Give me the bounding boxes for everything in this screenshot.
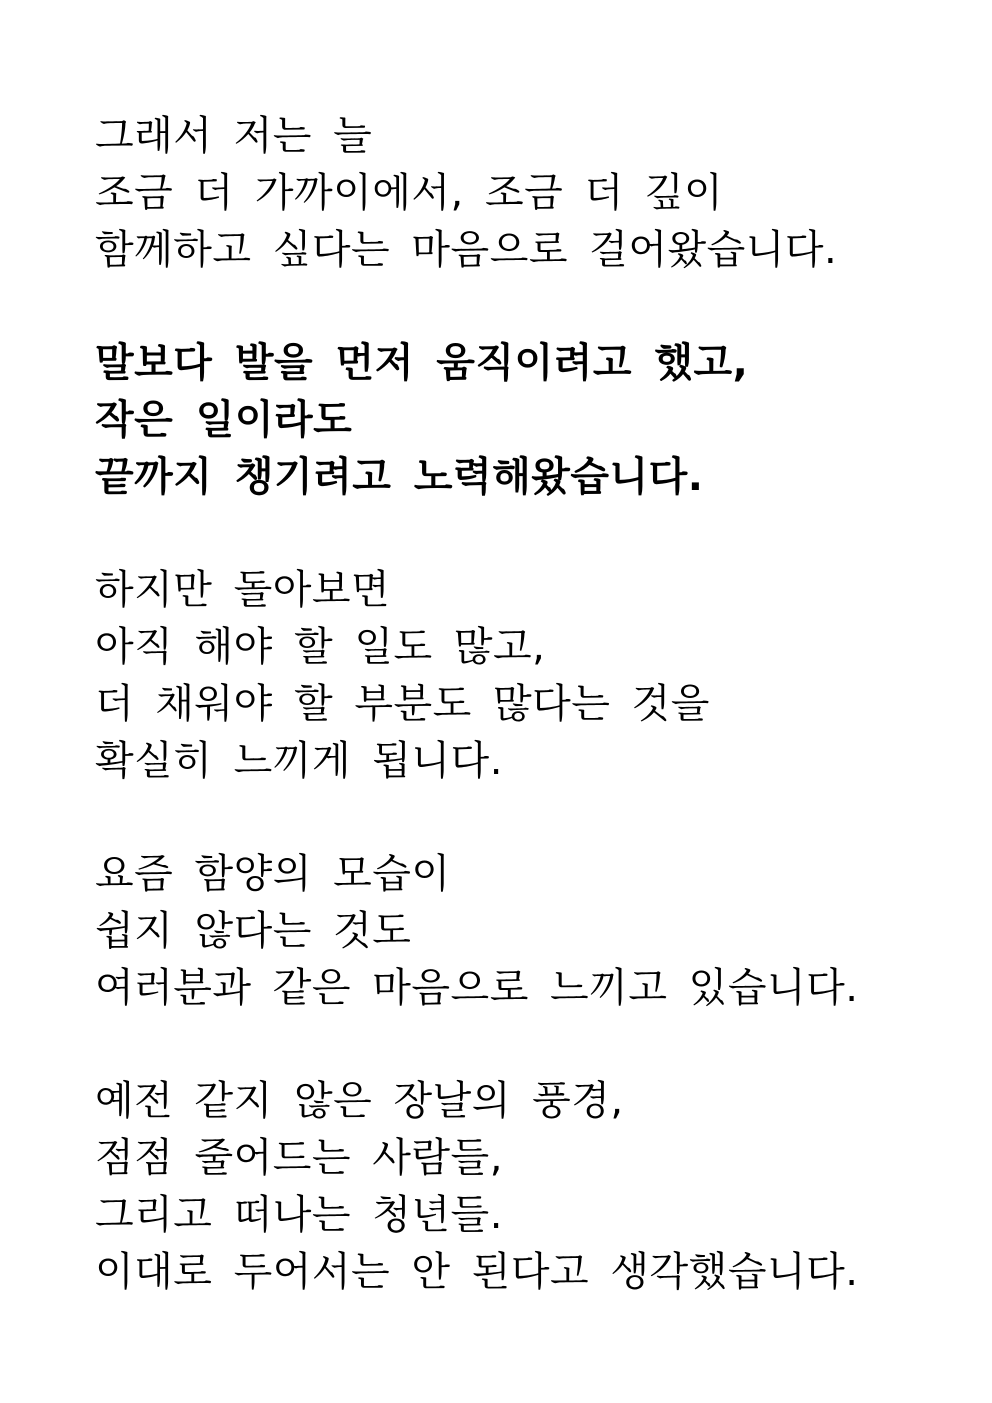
text-line: 아직 해야 할 일도 많고, [95, 624, 546, 670]
stanza-2 [95, 335, 955, 506]
text-line: 점점 줄어드는 사람들, [95, 1135, 503, 1181]
text-line: 작은 일이라도 [95, 397, 353, 443]
text-line: 함께하고 싶다는 마음으로 걸어왔습니다. [95, 227, 838, 273]
text-line: 더 채워야 할 부분도 많다는 것을 [95, 681, 710, 727]
text-line: 예전 같지 않은 장날의 풍경, [95, 1078, 624, 1124]
stanza-5 [95, 1073, 955, 1301]
text-line: 쉽지 않다는 것도 [95, 908, 412, 954]
stanza-4 [95, 846, 955, 1017]
text-line: 말보다 발을 먼저 움직이려고 했고, [95, 340, 749, 386]
text-line: 끝까지 챙기려고 노력해왔습니다. [95, 454, 704, 500]
text-line: 그리고 떠나는 청년들. [95, 1192, 503, 1238]
stanza-1 [95, 108, 955, 279]
document-body [95, 108, 955, 1357]
text-line: 확실히 느끼게 됩니다. [95, 738, 503, 784]
text-line: 여러분과 같은 마음으로 느끼고 있습니다. [95, 965, 859, 1011]
text-line: 조금 더 가까이에서, 조금 더 깊이 [95, 170, 724, 216]
text-line: 그래서 저는 늘 [95, 113, 373, 159]
text-line: 요즘 함양의 모습이 [95, 851, 451, 897]
text-line: 이대로 두어서는 안 된다고 생각했습니다. [95, 1249, 859, 1295]
stanza-3 [95, 562, 955, 790]
text-line: 하지만 돌아보면 [95, 567, 391, 613]
